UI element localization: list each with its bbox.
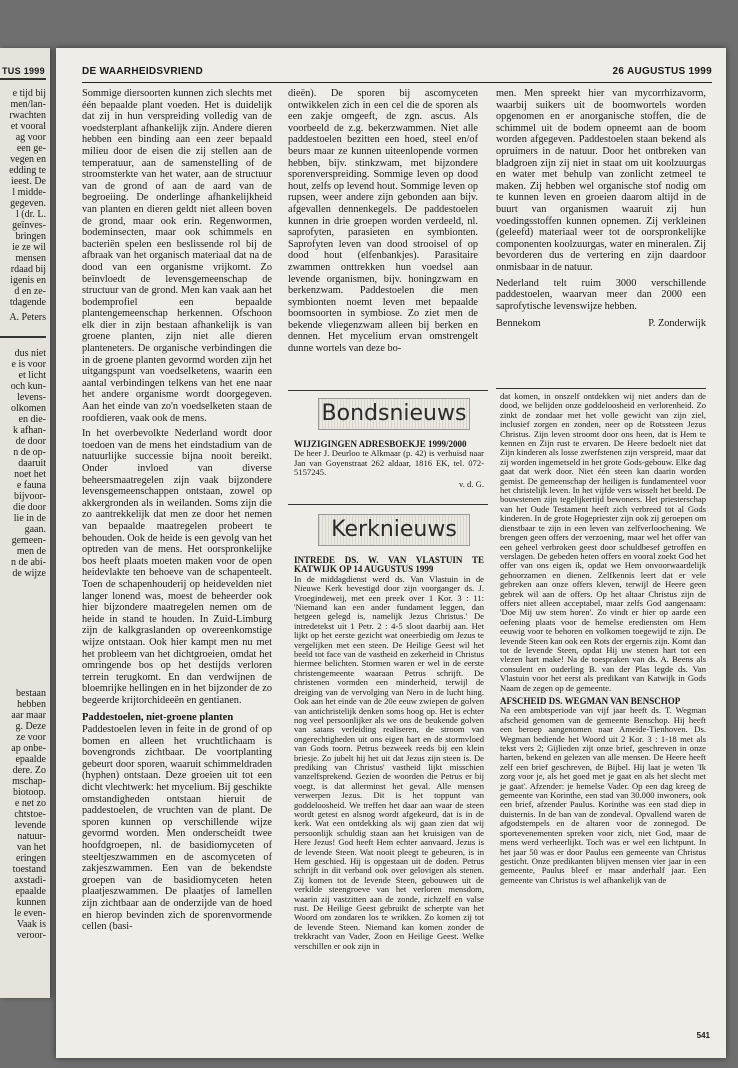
afscheid-heading: AFSCHEID DS. WEGMAN VAN BENSCHOP	[500, 696, 681, 706]
previous-page-header: TUS 1999	[2, 66, 45, 76]
kerknieuws-continued-text: dat komen, in onszelf ontdekken wij niet anders dan de dood, we belijden onze goddeloosheid en verlorenheid. Zo zinkt de zondaar met het volle gewicht van zijn ziel, inclusief zorgen en zonden, neer op de Rotssteen Jezus Christus. Zijn leven stroomt door ons heen, dat is Hem te kennen en Zijn rust te ervaren. De Heere bedoelt niet dat Zijn kinderen als losse zwerfstenen zijn verspreid, maar dat zij worden ingemetseld in het grote Gods-gebouw. Elke dag gaat dat werk door. Niet één steen kan daarin worden gemist. De gemeenschap der heiligen is fundamenteel voor het christelijk leven. In het vijfde vers wisselt het beeld. De bouwstenen zijn tegelijkertijd bewoners. Het priesterschap van het Oude Testament heeft zich verbreed tot al Gods kinderen. In de grote Hogepriester zijn ook zij geroepen om dienstbaar te zijn in een leven van zelfverloochening. We brengen geen offers der verzoening, maar wel het offer van een geheel verbroken geest door schuldbesef getroffen en verslagen. De gebeden heten offers en vooral zoekt God het offer van ons eigen ik, opdat we Hem onvoorwaardelijk gehoorzamen en dienen. Zelfkennis leert dat er vele gebreken aan onze offers kleven, terwijl de Heere geen gebrek wil aan de offers. Op het altaar Christus zijn de offers niet alleen acceptabel, maar zelfs God aangenaam: 'Doe Mij uw stem horen'. Zo vindt er hier op aarde een oefening plaats voor de hemelse erediensten om Hem eeuwig voor te behoren en volkomen toegewijd te zijn. De levende Steen kan ook een Rots der ergernis zijn. Komt dan tot de levende Steen, opdat Hij uw stenen hart tot een vlezen hart make! Na de toespraken van ds. A. Beens als consulent en ouderling B. van der Plas legde ds. Van Vlastuin voor het eerst als predikant van Katwijk in Gods Naam de zegen op de gemeente.	[500, 391, 706, 693]
afscheid-text: Na een ambtsperiode van vijf jaar heeft ds. T. Wegman afscheid genomen van de gemeente Benschop. Hij heeft een beroep aangenomen naar Ameide-Tienhoven. Ds. Wegman bediende het Woord uit 2 Kor. 3 : 1-18 met als tekst vers 2; Gijlieden zijt onze brief, geschreven in onze harten, bekend en gelezen van alle mensen. De Heere heeft zelf een brief geschreven, de Bijbel. Hij laat je weten 'Ik zorg voor je, als het goed met je gaat en als het slecht met je gaat'. Afzender: je hemelse Vader. Op een dag kreeg de gemeente van Korinthe, een stad van 30.000 inwoners, ook een brief, afzender Paulus. Korinthe was een stad diep in duisternis. In de ban van de zondeval. Opvallend waren de afgodstempels en de altaren voor de zonnegod. De sportevenementen spreken voor zich, niet God, maar de mens werd verheerlijkt. Toch was er wel een lichtpunt. In het jaar 50 was er door Paulus een gemeente van Christus gesticht. Onze predikanten blijven mensen vier jaar in een gemeente, Paulus bleef er maar anderhalf jaar. Een gemeente van Christus is wel afhankelijk van de	[500, 705, 706, 885]
previous-page-line: gaan.	[24, 524, 46, 535]
bondsnieuws-section	[294, 436, 484, 494]
previous-page-line: ieest. De	[11, 176, 46, 187]
previous-page-line: die door	[12, 502, 46, 513]
previous-page-line: axstadi-	[14, 875, 46, 886]
kerknieuws-banner: Kerknieuws	[318, 514, 470, 546]
newspaper-page	[56, 48, 726, 1058]
previous-page-line: bijvoor-	[13, 491, 46, 502]
article-column-1	[82, 88, 272, 933]
previous-page-line: g. Deze	[15, 721, 46, 732]
previous-page-line: e is voor	[11, 359, 46, 370]
previous-page-line: mensen	[15, 253, 46, 264]
previous-page-line: daaruit	[18, 458, 46, 469]
previous-page-signature: A. Peters	[9, 312, 46, 323]
previous-page-rule	[0, 336, 46, 338]
previous-page-fragments-bottom	[11, 688, 46, 941]
bondsnieuws-sign: v. d. G.	[459, 478, 484, 489]
previous-page-line: gegeven.	[10, 198, 46, 209]
previous-page-line: igenis en	[10, 275, 46, 286]
previous-page-line: biotoop.	[12, 787, 46, 798]
publication-title: DE WAARHEIDSVRIEND	[82, 66, 203, 77]
article-paragraph: Paddestoelen leven in feite in de grond of op bomen en alleen het vruchtlichaam is bovengronds zichtbaar. De voortplanting gebeurt door sporen, waaruit schimmeldraden (hyphen) ontstaan. Deze groeien uit tot een dicht vlechtwerk: het mycelium. Bij geschikte omstandigheden ontstaan hieruit de paddestoelen, de vruchten van de plant. De sporen kunnen op verschillende wijze gevormd worden. Men onderscheidt twee hoofdgroepen, nl. de basidiomyceten of steeltjeszwammen en de ascomyceten of zakjeszwammen. Een van de bekendste groepen van de basidiomyceten heten plaatjeszwammen. De plaatjes of lamellen zijn zichtbaar aan de onderzijde van de hoed en hierop bevinden zich de sporenvormende cellen (basi-	[82, 724, 272, 933]
previous-page-line: aar maar	[11, 710, 46, 721]
previous-page-line: men de	[16, 546, 46, 557]
publication-date: 26 AUGUSTUS 1999	[612, 66, 712, 77]
previous-page-line: e net zo	[14, 798, 46, 809]
article-paragraph: dieën). De sporen bij ascomyceten ontwikkelen zich in een cel die de sporen als een zakje omgeeft, de zgn. ascus. Als voorbeeld de z.g. bekerzwammen. Niet alle paddestoelen bezitten een hoed, steel en/of beurs maar ze kunnen uiteenlopende vormen hebben, bijv. stinkzwam, met bijzondere sporenverspreiding. Sommige leven op dood hout, zelfs op levend hout. Sommige leven op rupsen, weer andere zijn gebonden aan bijv. afgevallen dennenkegels. De paddestoelen kunnen in drie groepen worden verdeeld, nl. saprofyten, parasieten en symbionten. Saprofyten leven van dood strooisel of op dood hout (elfenbankjes). Parasitaire zwammen onttrekken hun voedsel aan levende organismen, bijv. honingzwam en berkenzwam. Paddestoelen die men symbionten noemt leven met bepaalde boomsoorten in symbiose. Zo ziet men de bekende vliegenzwam alleen bij berken en dennen. Het mycelium ervan omstrengelt dunne wortels van deze bo-	[288, 88, 478, 355]
previous-page-line: veroor-	[16, 930, 46, 941]
previous-page-line: e tijd bij	[12, 88, 46, 99]
signature-place: Bennekom	[496, 318, 541, 330]
previous-page-line: de door	[15, 436, 46, 447]
bondsnieuws-text: De heer J. Deurloo te Alkmaar (p. 42) is verhuisd naar Jan van Goyenstraat 262 aldaar, 1816 EK, tel. 072-5157245.	[294, 448, 484, 478]
page-number: 541	[696, 1031, 710, 1040]
previous-page-line: tdagende	[9, 297, 46, 308]
previous-page-line: le even-	[14, 908, 46, 919]
previous-page-line: de wijze	[12, 568, 46, 579]
previous-page-line: rwachten	[9, 110, 46, 121]
previous-page-line: bringen	[15, 231, 46, 242]
kerknieuws-column-2	[500, 392, 706, 1012]
article-column-2	[288, 88, 478, 388]
section-rule	[496, 388, 706, 389]
running-header	[82, 66, 712, 80]
previous-page-line: ze voor	[16, 732, 46, 743]
bondsnieuws-heading: WIJZIGINGEN ADRESBOEKJE 1999/2000	[294, 439, 467, 449]
previous-page-line: mschap-	[12, 776, 46, 787]
kerknieuws-heading: INTREDE DS. W. VAN VLASTUIN TE KATWIJK OP 14 AUGUSTUS 1999	[294, 555, 484, 575]
section-rule	[288, 390, 488, 391]
previous-page-line: olkomen	[11, 403, 46, 414]
previous-page-line: eringen	[16, 853, 46, 864]
previous-page-line: geïnves-	[12, 220, 46, 231]
section-rule	[288, 504, 488, 505]
previous-page-line: lie in de	[13, 513, 46, 524]
article-paragraph: men. Men spreekt hier van mycorrhizavorm, waarbij suikers uit de boomwortels worden opgenomen en er anorganische stoffen, die de schimmel uit de bodem opneemt aan de boom worden afgegeven. Paddestoelen staan bekend als opruimers in de natuur. Door het ontbreken van bladgroen zijn zij niet in staat om uit koolzuurgas en water met behulp van zonlicht zetmeel te maken. Zij hebben wel organische stof nodig om te kunnen leven en groeien daarom altijd in de buurt van organismen waaruit zij hun voedingsstoffen kunnen opnemen. Zij verkleinen (geleefd) materiaal weer tot de oorspronkelijke componenten koolzuurgas, water en mineralen. Zij bevorderen dus de vertering en zijn daardoor onmisbaar in de natuur.	[496, 88, 706, 273]
previous-page-line: en die-	[18, 414, 46, 425]
previous-page-line: men/lan-	[10, 99, 46, 110]
previous-page-line: rdaad bij	[10, 264, 46, 275]
previous-page-line: l midde-	[12, 187, 46, 198]
previous-page-fragments-top	[9, 88, 46, 308]
previous-page-line: e fauna	[16, 480, 46, 491]
previous-page-line: edding te	[9, 165, 46, 176]
kerknieuws-text: In de middagdienst werd ds. Van Vlastuin in de Nieuwe Kerk bevestigd door zijn voorganger ds. J. Vroegindeweij, met een preek over 1 Kor. 3 : 11: 'Niemand kan een ander fundament leggen, dan hetgeen gelegd is, namelijk Jezus Christus.' De intredetekst uit 1 Petr. 2 : 4-5 sloot daarbij aan. Het lijkt op het eerste gezicht wat oneerbiedig om Jezus te vergelijken met een steen. De Heilige Geest wil het beeld tot face van de vastheid en zekerheid in Christus hiermee belichten. Stormen waren er wel in de eerste christengemeente waaraan Petrus schrijft. De christenen vormden een minderheid, terwijl de dreiging van de vervolging van Nero in de lucht hing. Ook aan het einde van de 20e eeuw zwiepen de golven van antichristelijk denken soms hoog op. Het is echter nog veel persoonlijker als we ons de beukende golven van satans verleiding realiseren, de stroom van ongerechtigheden uit ons eigen hart en de stormvloed van Gods toorn. Petrus bezweek reeds bij een klein briesje. Zo jubelt hij het uit dat Jezus zijn steen is. De prediking van Christus' vastheid lijkt misschien vanzelfsprekend. Gezien de woorden die Petrus er bij voegt, is dat allerminst het geval. Alle mensen verwerpen Jezus. Dit is het toppunt van goddeloosheid. We treffen het daar aan waar de steen wordt getest en alsnog wordt afgekeurd, dat is in de kerk. Wat een ontdekking als wij gaan zien dat wij persoonlijk schuldig staan aan het kruisigen van de Here Jezus! God heeft Hem echter aanvaard. Jezus is de levende Steen. Wat nooit pleegt te gebeuren, is in Hem geschied. Hij is opgestaan uit de doden. Petrus schrijft in dit verband ook over gelovigen als stenen. Zij komen tot de levende Steen, gebouwen uit de verkilde steengroeve van het verloren mensdom, waarin zij vastzitten aan de zonde, zichzelf en valse rust. De Heilige Geest gebruikt de scherpte van het Woord om zondaren los te wrikken. Zo komen zij tot de levende Steen. Niemand kan komen zonder de trekkracht van Vader, Zoon en Heilige Geest. Welke verschillen er ook zijn in	[294, 573, 484, 951]
previous-page-line: ag voor	[15, 132, 46, 143]
previous-page-line: n de abi-	[11, 557, 46, 568]
previous-page-line: epaalde	[15, 754, 46, 765]
previous-page-line: l (dr. L.	[16, 209, 46, 220]
previous-page-line: chtstoe-	[14, 809, 46, 820]
article-column-3	[496, 88, 706, 358]
article-paragraph: In het overbevolkte Nederland wordt door toedoen van de mens het eindstadium van de natuurlijke successie bijna nooit bereikt. Onder invloed van diverse beheersmaatregelen zijn vaak bijzondere levensgemeenschappen ontstaan, zowel op akkergronden als in weilanden. Soms zijn die zo aantrekkelijk dat men ze door het nemen van bepaalde maatregelen probeert te behouden. Ook de heide is een gevolg van het optreden van de mens. Het oorspronkelijke bos heeft plaats moeten maken voor de open heidevlakte ten behoeve van de schapenteelt. Toen de schapenhouderij op heidevelden niet langer lonend was, moest de beheerder ook hier bijzondere maatregelen nemen om de heide in stand te houden. In Zuid-Limburg zijn de kalkgraslanden op overeenkomstige wijze ontstaan. Ook hier kampt men nu met het probleem van het dichtgroeien, omdat het omringende bos op het destijds verloren terrein terugkomt. En dan verdwijnen de bloemrijke hellingen en in het bijzonder de zo begeerde krijtorchideeën en gentianen.	[82, 428, 272, 706]
previous-page-line: levens-	[17, 392, 46, 403]
previous-page-line: d en ze-	[14, 286, 46, 297]
previous-page-line: och kun-	[10, 381, 46, 392]
previous-page-line: dere. Zo	[12, 765, 46, 776]
previous-page-line: van het	[16, 842, 46, 853]
previous-page-line: k afhan-	[12, 425, 46, 436]
previous-page-rule	[0, 78, 46, 80]
previous-page-line: hebben	[17, 699, 46, 710]
previous-page-line: ie ze wil	[12, 242, 46, 253]
kerknieuws-section	[294, 552, 484, 1012]
previous-page-line: gemeen-	[11, 535, 46, 546]
signature-author: P. Zonderwijk	[648, 318, 706, 330]
previous-page-strip	[0, 48, 50, 998]
article-signature	[496, 318, 706, 330]
previous-page-line: et licht	[18, 370, 46, 381]
article-paragraph: Nederland telt ruim 3000 verschillende paddestoelen, waarvan meer dan 2000 een saprofytische levenswijze hebben.	[496, 277, 706, 312]
previous-page-line: Vaak is	[16, 919, 46, 930]
previous-page-line: bestaan	[16, 688, 46, 699]
previous-page-fragments-mid	[11, 348, 46, 579]
bondsnieuws-banner: Bondsnieuws	[318, 398, 470, 430]
previous-page-line: een ge-	[16, 143, 46, 154]
article-paragraph: Sommige diersoorten kunnen zich slechts met één bepaalde plant voeden. Het is duidelijk dat zij in hun verspreiding volledig van de voedsterplant afhankelijk zijn. Andere dieren hebben een binding aan een zeer bepaald milieu door de eisen die zij stellen aan de temperatuur, aan de samenstelling of de stroomsterkte van het water, aan de structuur van de grond of aan de aard van de begroeiing. De onderlinge afhankelijkheid van planten en dieren geldt niet alleen boven de grond, maar ook erin. Regenwormen, bodeminsecten, maar ook schimmels en bacteriën spelen een beslissende rol bij de afbraak van het organisch materiaal dat na de dood van een organisme vrijkomt. Zo beïnvloedt de levensgemeenschap de structuur van de grond. Men kan vaak aan het bodemprofiel een bepaalde plantengemeenschap herkennen. Ofschoon elk dier in zijn bestaan afhankelijk is van groene planten, zijn niet alle dieren planteneters. De organische verbindingen die in de groene planten gevormd worden zijn het uitgangspunt van voedselketens, waarin een aantal verbindingen telkens van het ene naar het andere organisme wordt doorgegeven. Aan het einde van zo'n voedselketen staan de roofdieren, vaak ook de mens.	[82, 88, 272, 424]
previous-page-line: noet het	[14, 469, 46, 480]
previous-page-line: vegen en	[10, 154, 46, 165]
previous-page-line: toestand	[12, 864, 46, 875]
previous-page-line: n de op-	[13, 447, 46, 458]
previous-page-line: natuur-	[17, 831, 46, 842]
previous-page-line: levende	[14, 820, 46, 831]
previous-page-line: et vooral	[10, 121, 46, 132]
previous-page-line: epaalde	[15, 886, 46, 897]
previous-page-line: ap onbe-	[11, 743, 46, 754]
previous-page-line: kunnen	[16, 897, 46, 908]
header-rule	[82, 82, 712, 83]
previous-page-line: dus niet	[14, 348, 46, 359]
subheading: Paddestoelen, niet-groene planten	[82, 712, 234, 724]
